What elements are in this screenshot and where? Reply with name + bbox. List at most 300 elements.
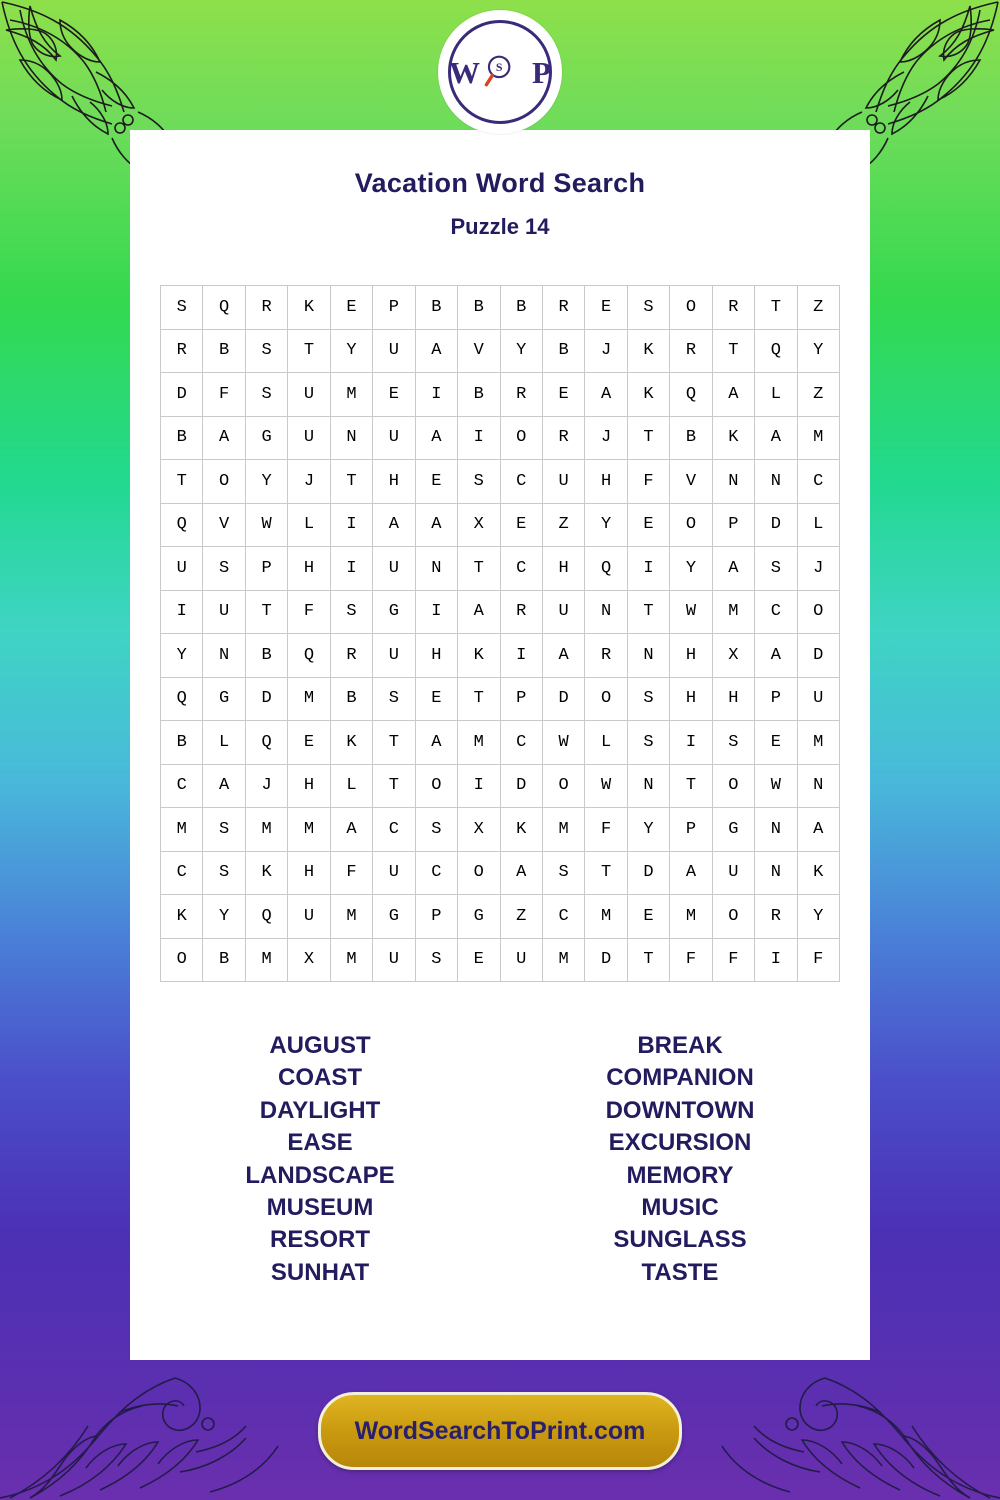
grid-row: [161, 938, 840, 982]
grid-cell[interactable]: T: [755, 286, 797, 330]
grid-cell[interactable]: H: [585, 460, 627, 504]
grid-cell[interactable]: O: [670, 503, 712, 547]
grid-cell[interactable]: I: [670, 721, 712, 765]
grid-cell[interactable]: W: [585, 764, 627, 808]
grid-cell[interactable]: K: [712, 416, 754, 460]
grid-cell[interactable]: A: [797, 808, 839, 852]
grid-cell[interactable]: R: [330, 634, 372, 678]
grid-cell[interactable]: Q: [288, 634, 330, 678]
grid-cell[interactable]: N: [330, 416, 372, 460]
grid-cell[interactable]: K: [330, 721, 372, 765]
grid-cell[interactable]: M: [797, 721, 839, 765]
grid-cell[interactable]: T: [373, 721, 415, 765]
word-search-grid-container: [160, 285, 840, 982]
grid-cell[interactable]: U: [542, 590, 584, 634]
grid-cell[interactable]: Y: [585, 503, 627, 547]
grid-cell[interactable]: G: [458, 895, 500, 939]
grid-cell[interactable]: M: [330, 373, 372, 417]
grid-cell[interactable]: G: [712, 808, 754, 852]
grid-row: [161, 503, 840, 547]
grid-cell[interactable]: U: [500, 938, 542, 982]
word-list-column-left: [170, 1030, 470, 1289]
grid-cell[interactable]: N: [585, 590, 627, 634]
grid-cell[interactable]: S: [330, 590, 372, 634]
grid-row: [161, 851, 840, 895]
grid-cell[interactable]: J: [585, 329, 627, 373]
grid-cell[interactable]: R: [500, 373, 542, 417]
grid-cell[interactable]: S: [542, 851, 584, 895]
grid-cell[interactable]: C: [373, 808, 415, 852]
grid-cell[interactable]: O: [712, 764, 754, 808]
grid-cell[interactable]: O: [797, 590, 839, 634]
grid-cell[interactable]: C: [161, 764, 203, 808]
grid-cell[interactable]: F: [585, 808, 627, 852]
grid-cell[interactable]: P: [670, 808, 712, 852]
grid-cell[interactable]: M: [330, 895, 372, 939]
grid-cell[interactable]: K: [245, 851, 287, 895]
grid-cell[interactable]: O: [500, 416, 542, 460]
grid-cell[interactable]: A: [712, 373, 754, 417]
website-button[interactable]: [318, 1392, 682, 1470]
grid-cell[interactable]: T: [458, 677, 500, 721]
grid-cell[interactable]: B: [415, 286, 457, 330]
grid-cell[interactable]: K: [797, 851, 839, 895]
grid-cell[interactable]: T: [245, 590, 287, 634]
grid-cell[interactable]: A: [203, 764, 245, 808]
grid-cell[interactable]: Y: [670, 547, 712, 591]
puzzle-sheet: [130, 130, 870, 1360]
grid-cell[interactable]: S: [755, 547, 797, 591]
grid-cell[interactable]: Q: [585, 547, 627, 591]
grid-cell[interactable]: U: [712, 851, 754, 895]
grid-cell[interactable]: W: [670, 590, 712, 634]
grid-cell[interactable]: P: [245, 547, 287, 591]
grid-cell[interactable]: H: [415, 634, 457, 678]
website-button-label: WordSearchToPrint.com: [354, 1416, 646, 1445]
grid-row: [161, 416, 840, 460]
grid-cell[interactable]: R: [585, 634, 627, 678]
grid-cell[interactable]: Q: [203, 286, 245, 330]
grid-cell[interactable]: V: [203, 503, 245, 547]
grid-cell[interactable]: N: [627, 764, 669, 808]
right-word-item: TASTE: [641, 1258, 719, 1286]
grid-cell[interactable]: Y: [161, 634, 203, 678]
grid-row: [161, 895, 840, 939]
svg-text:S: S: [495, 60, 503, 75]
grid-cell[interactable]: N: [797, 764, 839, 808]
grid-cell[interactable]: E: [288, 721, 330, 765]
grid-cell[interactable]: L: [288, 503, 330, 547]
grid-cell[interactable]: X: [288, 938, 330, 982]
grid-cell[interactable]: I: [415, 373, 457, 417]
grid-cell[interactable]: M: [288, 677, 330, 721]
logo-letter-left: W: [449, 54, 481, 90]
grid-cell[interactable]: M: [542, 938, 584, 982]
grid-cell[interactable]: N: [755, 851, 797, 895]
grid-cell[interactable]: C: [500, 721, 542, 765]
grid-cell[interactable]: K: [627, 329, 669, 373]
grid-cell[interactable]: Y: [797, 895, 839, 939]
grid-cell[interactable]: K: [161, 895, 203, 939]
grid-cell[interactable]: Q: [245, 721, 287, 765]
word-list-column-right: [530, 1030, 830, 1289]
grid-cell[interactable]: T: [712, 329, 754, 373]
right-word-item: COMPANION: [606, 1064, 754, 1092]
grid-cell[interactable]: E: [755, 721, 797, 765]
grid-cell[interactable]: B: [203, 938, 245, 982]
left-word-item: AUGUST: [269, 1032, 371, 1059]
grid-cell[interactable]: U: [797, 677, 839, 721]
grid-cell[interactable]: F: [797, 938, 839, 982]
grid-cell[interactable]: B: [203, 329, 245, 373]
grid-cell[interactable]: M: [670, 895, 712, 939]
page-title: Vacation Word Search: [354, 168, 646, 198]
grid-cell[interactable]: B: [458, 286, 500, 330]
left-word-item: RESORT: [269, 1226, 370, 1254]
grid-cell[interactable]: W: [755, 764, 797, 808]
logo-letter-right: P: [532, 54, 551, 90]
grid-row: [161, 764, 840, 808]
grid-cell[interactable]: I: [755, 938, 797, 982]
grid-cell[interactable]: H: [288, 547, 330, 591]
grid-row: [161, 677, 840, 721]
grid-row: [161, 460, 840, 504]
grid-cell[interactable]: W: [245, 503, 287, 547]
grid-cell[interactable]: G: [203, 677, 245, 721]
grid-cell[interactable]: T: [330, 460, 372, 504]
grid-cell[interactable]: A: [415, 329, 457, 373]
grid-cell[interactable]: O: [585, 677, 627, 721]
grid-cell[interactable]: A: [585, 373, 627, 417]
grid-cell[interactable]: M: [330, 938, 372, 982]
grid-cell[interactable]: V: [670, 460, 712, 504]
grid-cell[interactable]: V: [458, 329, 500, 373]
grid-cell[interactable]: S: [203, 851, 245, 895]
left-word-item: EASE: [287, 1129, 353, 1157]
grid-cell[interactable]: S: [627, 286, 669, 330]
grid-cell[interactable]: B: [670, 416, 712, 460]
grid-cell[interactable]: M: [585, 895, 627, 939]
grid-cell[interactable]: R: [542, 416, 584, 460]
grid-cell[interactable]: B: [330, 677, 372, 721]
grid-cell[interactable]: A: [415, 416, 457, 460]
grid-cell[interactable]: S: [627, 721, 669, 765]
grid-cell[interactable]: X: [712, 634, 754, 678]
grid-cell[interactable]: P: [755, 677, 797, 721]
grid-cell[interactable]: S: [245, 373, 287, 417]
grid-cell[interactable]: H: [712, 677, 754, 721]
grid-cell[interactable]: N: [755, 808, 797, 852]
grid-cell[interactable]: E: [373, 373, 415, 417]
grid-cell[interactable]: B: [458, 373, 500, 417]
right-word-item: SUNGLASS: [613, 1226, 747, 1254]
grid-cell[interactable]: R: [161, 329, 203, 373]
grid-cell[interactable]: R: [670, 329, 712, 373]
grid-cell[interactable]: M: [288, 808, 330, 852]
grid-cell[interactable]: Q: [755, 329, 797, 373]
grid-cell[interactable]: U: [288, 895, 330, 939]
grid-cell[interactable]: U: [373, 851, 415, 895]
grid-cell[interactable]: D: [627, 851, 669, 895]
grid-cell[interactable]: D: [500, 764, 542, 808]
grid-cell[interactable]: H: [373, 460, 415, 504]
grid-cell[interactable]: C: [161, 851, 203, 895]
grid-cell[interactable]: G: [373, 590, 415, 634]
grid-cell[interactable]: M: [245, 808, 287, 852]
grid-cell[interactable]: M: [712, 590, 754, 634]
grid-cell[interactable]: R: [500, 590, 542, 634]
grid-cell[interactable]: A: [542, 634, 584, 678]
grid-cell[interactable]: K: [627, 373, 669, 417]
grid-cell[interactable]: S: [627, 677, 669, 721]
right-word-item: MUSIC: [641, 1193, 719, 1221]
grid-cell[interactable]: U: [542, 460, 584, 504]
grid-cell[interactable]: G: [245, 416, 287, 460]
grid-cell[interactable]: E: [585, 286, 627, 330]
grid-cell[interactable]: E: [458, 938, 500, 982]
grid-cell[interactable]: M: [245, 938, 287, 982]
site-logo: [438, 10, 562, 134]
grid-cell[interactable]: J: [797, 547, 839, 591]
grid-cell[interactable]: I: [330, 547, 372, 591]
grid-cell[interactable]: T: [627, 590, 669, 634]
grid-cell[interactable]: E: [330, 286, 372, 330]
grid-cell[interactable]: S: [712, 721, 754, 765]
grid-cell[interactable]: P: [712, 503, 754, 547]
grid-cell[interactable]: T: [288, 329, 330, 373]
grid-cell[interactable]: M: [458, 721, 500, 765]
left-word-item: LANDSCAPE: [245, 1161, 395, 1189]
grid-cell[interactable]: U: [373, 938, 415, 982]
grid-cell[interactable]: O: [161, 938, 203, 982]
left-word-item: COAST: [278, 1064, 362, 1092]
grid-cell[interactable]: I: [330, 503, 372, 547]
grid-cell[interactable]: O: [458, 851, 500, 895]
grid-cell[interactable]: E: [627, 503, 669, 547]
grid-cell[interactable]: X: [458, 503, 500, 547]
grid-cell[interactable]: B: [500, 286, 542, 330]
right-word-item: DOWNTOWN: [605, 1096, 755, 1124]
grid-cell[interactable]: M: [542, 808, 584, 852]
grid-cell[interactable]: I: [458, 416, 500, 460]
grid-cell[interactable]: Y: [797, 329, 839, 373]
grid-cell[interactable]: E: [542, 373, 584, 417]
grid-row: [161, 634, 840, 678]
grid-cell[interactable]: Z: [797, 286, 839, 330]
grid-cell[interactable]: O: [542, 764, 584, 808]
grid-cell[interactable]: N: [627, 634, 669, 678]
grid-cell[interactable]: T: [585, 851, 627, 895]
grid-cell[interactable]: A: [373, 503, 415, 547]
grid-cell[interactable]: R: [542, 286, 584, 330]
grid-cell[interactable]: D: [245, 677, 287, 721]
grid-cell[interactable]: R: [755, 895, 797, 939]
grid-cell[interactable]: Y: [627, 808, 669, 852]
grid-cell[interactable]: F: [670, 938, 712, 982]
grid-cell[interactable]: G: [373, 895, 415, 939]
grid-cell[interactable]: B: [245, 634, 287, 678]
grid-cell[interactable]: A: [755, 416, 797, 460]
grid-cell[interactable]: E: [415, 677, 457, 721]
grid-cell[interactable]: H: [288, 764, 330, 808]
grid-cell[interactable]: O: [415, 764, 457, 808]
grid-cell[interactable]: R: [712, 286, 754, 330]
grid-cell[interactable]: P: [373, 286, 415, 330]
page-subtitle: Puzzle 14: [450, 214, 550, 239]
grid-cell[interactable]: L: [797, 503, 839, 547]
grid-cell[interactable]: I: [627, 547, 669, 591]
grid-cell[interactable]: H: [542, 547, 584, 591]
grid-cell[interactable]: Y: [203, 895, 245, 939]
grid-cell[interactable]: A: [670, 851, 712, 895]
grid-cell[interactable]: T: [670, 764, 712, 808]
grid-row: [161, 286, 840, 330]
grid-cell[interactable]: N: [203, 634, 245, 678]
grid-cell[interactable]: B: [161, 721, 203, 765]
left-word-item: DAYLIGHT: [259, 1096, 381, 1124]
grid-cell[interactable]: Q: [245, 895, 287, 939]
grid-cell[interactable]: T: [627, 938, 669, 982]
grid-cell[interactable]: L: [585, 721, 627, 765]
grid-cell[interactable]: Y: [245, 460, 287, 504]
grid-cell[interactable]: D: [797, 634, 839, 678]
left-word-item: MUSEUM: [266, 1193, 374, 1221]
grid-cell[interactable]: I: [458, 764, 500, 808]
grid-cell[interactable]: A: [458, 590, 500, 634]
grid-cell[interactable]: S: [458, 460, 500, 504]
grid-cell[interactable]: C: [542, 895, 584, 939]
grid-cell[interactable]: C: [797, 460, 839, 504]
grid-cell[interactable]: E: [415, 460, 457, 504]
grid-cell[interactable]: T: [161, 460, 203, 504]
grid-cell[interactable]: F: [288, 590, 330, 634]
grid-cell[interactable]: Z: [500, 895, 542, 939]
grid-cell[interactable]: S: [373, 677, 415, 721]
grid-cell[interactable]: F: [330, 851, 372, 895]
grid-cell[interactable]: H: [670, 634, 712, 678]
grid-cell[interactable]: U: [288, 373, 330, 417]
grid-cell[interactable]: W: [542, 721, 584, 765]
grid-cell[interactable]: A: [415, 721, 457, 765]
grid-cell[interactable]: I: [161, 590, 203, 634]
grid-cell[interactable]: N: [712, 460, 754, 504]
word-list: [130, 1030, 870, 1289]
grid-cell[interactable]: F: [203, 373, 245, 417]
grid-cell[interactable]: U: [203, 590, 245, 634]
grid-cell[interactable]: T: [627, 416, 669, 460]
grid-cell[interactable]: U: [161, 547, 203, 591]
grid-cell[interactable]: I: [500, 634, 542, 678]
grid-cell[interactable]: T: [373, 764, 415, 808]
grid-cell[interactable]: N: [415, 547, 457, 591]
grid-cell[interactable]: K: [458, 634, 500, 678]
grid-cell[interactable]: Y: [500, 329, 542, 373]
grid-cell[interactable]: A: [755, 634, 797, 678]
grid-cell[interactable]: O: [712, 895, 754, 939]
grid-cell[interactable]: O: [203, 460, 245, 504]
grid-cell[interactable]: S: [415, 808, 457, 852]
grid-cell[interactable]: S: [203, 808, 245, 852]
grid-cell[interactable]: Y: [330, 329, 372, 373]
grid-cell[interactable]: A: [415, 503, 457, 547]
grid-row: [161, 329, 840, 373]
grid-cell[interactable]: U: [373, 416, 415, 460]
grid-cell[interactable]: U: [373, 547, 415, 591]
grid-cell[interactable]: H: [288, 851, 330, 895]
grid-cell[interactable]: S: [245, 329, 287, 373]
right-word-item: EXCURSION: [608, 1129, 752, 1157]
grid-cell[interactable]: M: [161, 808, 203, 852]
grid-cell[interactable]: T: [458, 547, 500, 591]
grid-cell[interactable]: P: [415, 895, 457, 939]
grid-cell[interactable]: K: [288, 286, 330, 330]
grid-cell[interactable]: C: [755, 590, 797, 634]
grid-cell[interactable]: L: [203, 721, 245, 765]
grid-cell[interactable]: U: [288, 416, 330, 460]
grid-cell[interactable]: F: [627, 460, 669, 504]
grid-cell[interactable]: D: [542, 677, 584, 721]
grid-cell[interactable]: L: [330, 764, 372, 808]
grid-cell[interactable]: R: [245, 286, 287, 330]
grid-cell[interactable]: O: [670, 286, 712, 330]
grid-row: [161, 590, 840, 634]
grid-cell[interactable]: F: [712, 938, 754, 982]
grid-cell[interactable]: M: [797, 416, 839, 460]
grid-cell[interactable]: Q: [161, 677, 203, 721]
grid-cell[interactable]: S: [415, 938, 457, 982]
grid-cell[interactable]: D: [585, 938, 627, 982]
grid-cell[interactable]: E: [500, 503, 542, 547]
grid-cell[interactable]: J: [245, 764, 287, 808]
grid-cell[interactable]: I: [415, 590, 457, 634]
magnifier-icon: [483, 53, 517, 87]
grid-cell[interactable]: J: [585, 416, 627, 460]
grid-cell[interactable]: U: [373, 634, 415, 678]
grid-cell[interactable]: C: [500, 547, 542, 591]
grid-cell[interactable]: A: [330, 808, 372, 852]
grid-cell[interactable]: S: [203, 547, 245, 591]
grid-cell[interactable]: Q: [670, 373, 712, 417]
left-word-item: SUNHAT: [270, 1258, 370, 1286]
grid-cell[interactable]: Z: [797, 373, 839, 417]
grid-cell[interactable]: P: [500, 677, 542, 721]
grid-cell[interactable]: N: [755, 460, 797, 504]
grid-cell[interactable]: H: [670, 677, 712, 721]
grid-cell[interactable]: D: [161, 373, 203, 417]
grid-cell[interactable]: A: [500, 851, 542, 895]
grid-cell[interactable]: D: [755, 503, 797, 547]
grid-cell[interactable]: L: [755, 373, 797, 417]
grid-cell[interactable]: A: [203, 416, 245, 460]
grid-cell[interactable]: B: [161, 416, 203, 460]
grid-row: [161, 547, 840, 591]
grid-cell[interactable]: A: [712, 547, 754, 591]
grid-cell[interactable]: C: [500, 460, 542, 504]
grid-cell[interactable]: Q: [161, 503, 203, 547]
grid-cell[interactable]: C: [415, 851, 457, 895]
grid-cell[interactable]: S: [161, 286, 203, 330]
grid-row: [161, 808, 840, 852]
word-search-grid[interactable]: [160, 285, 840, 982]
grid-cell[interactable]: X: [458, 808, 500, 852]
grid-cell[interactable]: K: [500, 808, 542, 852]
grid-cell[interactable]: U: [373, 329, 415, 373]
grid-cell[interactable]: B: [542, 329, 584, 373]
grid-cell[interactable]: E: [627, 895, 669, 939]
grid-cell[interactable]: J: [288, 460, 330, 504]
grid-row: [161, 721, 840, 765]
grid-cell[interactable]: Z: [542, 503, 584, 547]
